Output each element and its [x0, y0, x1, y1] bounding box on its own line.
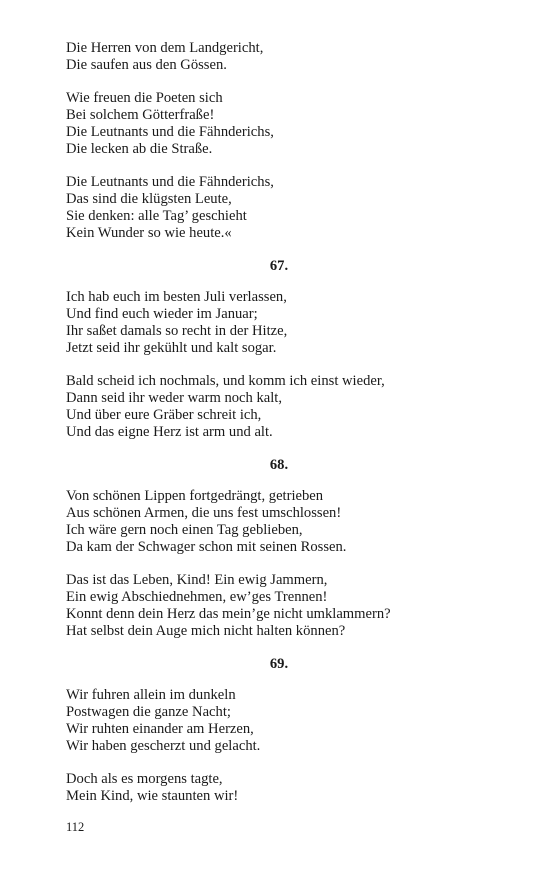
- stanza: [66, 373, 486, 440]
- verse-line: Und das eigne Herz ist arm und alt.: [66, 423, 273, 440]
- poem-number: 68.: [269, 456, 289, 473]
- verse-line: Doch als es morgens tagte,: [66, 771, 223, 788]
- verse-line: Das sind die klügsten Leute,: [66, 191, 232, 208]
- verse-line: Ihr saßet damals so recht in der Hitze,: [66, 322, 288, 339]
- stanza: [66, 90, 486, 157]
- verse-line: Bei solchem Götterfraße!: [66, 107, 215, 124]
- verse-line: Ich hab euch im besten Juli verlassen,: [66, 289, 287, 306]
- verse-line: Die Herren von dem Landgericht,: [66, 40, 264, 56]
- stanza: [66, 174, 486, 241]
- verse-line: Sie denken: alle Tag’ geschieht: [66, 207, 247, 224]
- verse-line: Die Leutnants und die Fähnderichs,: [66, 123, 274, 140]
- stanza: [66, 771, 486, 805]
- verse-line: Dann seid ihr weder warm noch kalt,: [66, 390, 282, 407]
- verse-line: Und find euch wieder im Januar;: [66, 306, 258, 323]
- verse-line: Wir fuhren allein im dunkeln: [66, 687, 236, 704]
- page-number: 112: [66, 820, 85, 834]
- verse-line: Mein Kind, wie staunten wir!: [66, 788, 239, 805]
- poem-section-68: [66, 457, 486, 640]
- poem-number: 67.: [269, 257, 289, 274]
- verse-line: Von schönen Lippen fortgedrängt, getrieben: [66, 488, 324, 505]
- verse-line: Da kam der Schwager schon mit seinen Rossen.: [66, 538, 347, 555]
- stanza: [66, 572, 486, 639]
- verse-line: Die Leutnants und die Fähnderichs,: [66, 174, 274, 191]
- stanza: [66, 289, 486, 356]
- stanza: [66, 40, 486, 74]
- verse-line: Ein ewig Abschiednehmen, ew’ges Trennen!: [66, 589, 328, 606]
- verse-line: Die lecken ab die Straße.: [66, 140, 213, 157]
- poem-section-67: [66, 258, 486, 441]
- verse-line: Hat selbst dein Auge mich nicht halten können?: [66, 622, 346, 639]
- verse-line: Kein Wunder so wie heute.«: [66, 224, 232, 241]
- verse-line: Die saufen aus den Gössen.: [66, 56, 227, 73]
- verse-line: Jetzt seid ihr gekühlt und kalt sogar.: [66, 339, 277, 356]
- verse-line: Wir ruhten einander am Herzen,: [66, 720, 254, 737]
- verse-line: Das ist das Leben, Kind! Ein ewig Jammern,: [66, 572, 328, 589]
- verse-line: Aus schönen Armen, die uns fest umschlossen!: [66, 505, 342, 522]
- poem-section-69: [66, 656, 486, 805]
- verse-line: Ich wäre gern noch einen Tag geblieben,: [66, 521, 303, 538]
- stanza: [66, 687, 486, 754]
- poem-section-continued: [66, 40, 486, 242]
- verse-line: Postwagen die ganze Nacht;: [66, 704, 231, 721]
- verse-line: Und über eure Gräber schreit ich,: [66, 406, 262, 423]
- poem-number: 69.: [269, 655, 289, 672]
- verse-line: Wir haben gescherzt und gelacht.: [66, 737, 261, 754]
- stanza: [66, 488, 486, 555]
- verse-line: Bald scheid ich nochmals, und komm ich einst wieder,: [66, 373, 385, 390]
- verse-line: Konnt denn dein Herz das mein’ge nicht umklammern?: [66, 605, 391, 622]
- book-page-text: [66, 40, 486, 805]
- verse-line: Wie freuen die Poeten sich: [66, 90, 223, 107]
